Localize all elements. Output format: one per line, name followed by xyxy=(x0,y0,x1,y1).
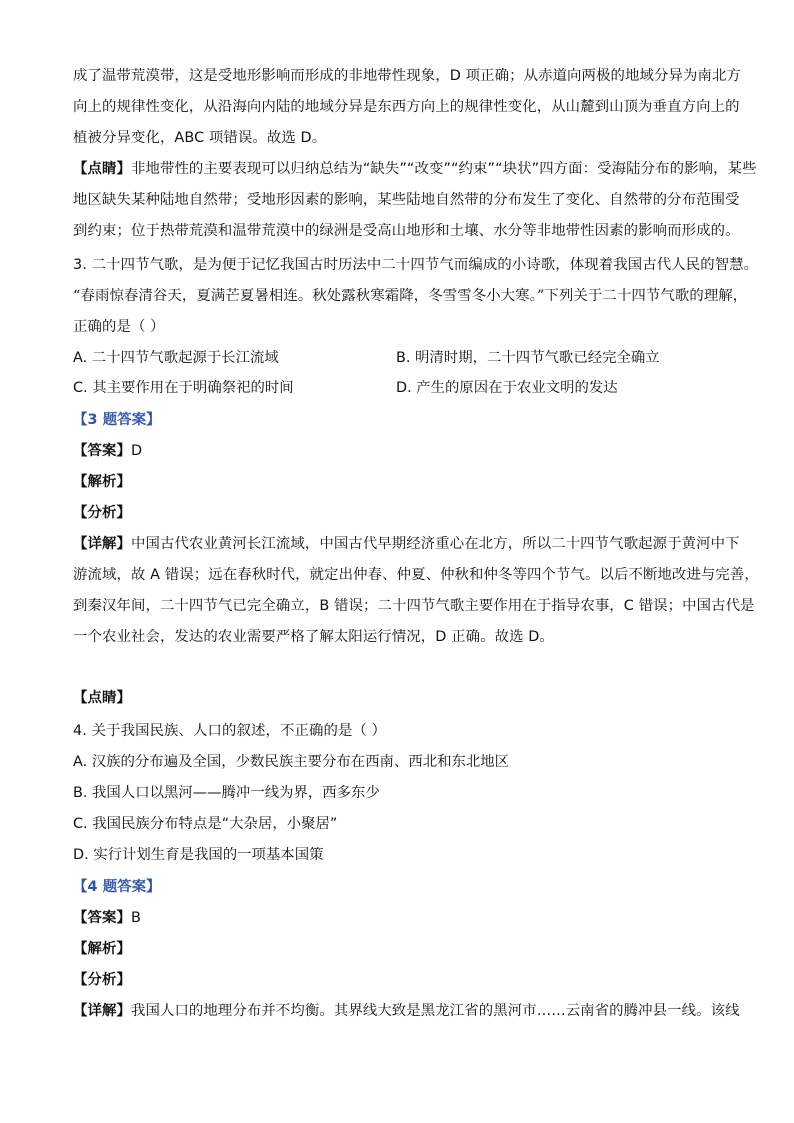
q4-detail-line-1 xyxy=(73,1001,740,1021)
prev-comment-text-1: 非地带性的主要表现可以归纳总结为“缺失”“改变”“约束”“块状”四方面：受海陆分布的影响，某些 xyxy=(130,161,757,177)
prev-answer-line-2: 向上的规律性变化，从沿海向内陆的地域分异是东西方向上的规律性变化，从山麓到山顶为垂直方向上的 xyxy=(73,99,740,115)
q3-detail-line-2: 游流域，故 A 错误；远在春秋时代，就定出仲春、仲夏、仲秋和仲冬等四个节气。以后不断地改进与完善， xyxy=(73,567,759,583)
prev-comment-line-3: 到约束；位于热带荒漠和温带荒漠中的绿洲是受高山地形和土壤、水分等非地带性因素的影响而形成的。 xyxy=(73,223,740,239)
q4-stem: 4. 关于我国民族、人口的叙述，不正确的是（ ） xyxy=(73,723,387,739)
answer-tag: 【答案】 xyxy=(73,910,131,926)
q4-option-c: C. 我国民族分布特点是“大杂居，小聚居” xyxy=(73,816,338,832)
q4-detail-text-1: 我国人口的地理分布并不均衡。其界线大致是黑龙江省的黑河市……云南省的腾冲县一线。该线 xyxy=(130,1003,740,1019)
q3-option-c: C. 其主要作用在于明确祭祀的时间 xyxy=(73,380,294,396)
prev-comment-line-2: 地区缺失某种陆地自然带；受地形因素的影响，某些陆地自然带的分布发生了变化、自然带的分布范围受 xyxy=(73,192,740,208)
q3-detail-line-1 xyxy=(73,534,740,554)
q3-option-d: D. 产生的原因在于农业文明的发达 xyxy=(396,380,618,396)
q3-detail-text-1: 中国古代农业黄河长江流域，中国古代早期经济重心在北方，所以二十四节气歌起源于黄河中下 xyxy=(130,536,740,552)
prev-comment-line-1 xyxy=(73,159,757,179)
q4-option-d: D. 实行计划生育是我国的一项基本国策 xyxy=(73,847,324,863)
q4-answer-line xyxy=(73,908,723,928)
q3-detail-line-4: 一个农业社会，发达的农业需要严格了解太阳运行情况，D 正确。故选 D。 xyxy=(73,629,554,645)
q3-answer-value: D xyxy=(130,443,143,459)
q4-analysis-tag: 【解析】 xyxy=(73,941,131,957)
q4-answer-header: 【4 题答案】 xyxy=(73,879,161,895)
q4-option-b: B. 我国人口以黑河——腾冲一线为界，西多东少 xyxy=(73,785,380,801)
detail-tag: 【详解】 xyxy=(73,536,131,552)
q3-comment-tag: 【点睛】 xyxy=(73,690,131,706)
q4-fenxi-tag: 【分析】 xyxy=(73,972,131,988)
q3-stem-line-2: “春雨惊春清谷天，夏满芒夏暑相连。秋处露秋寒霜降，冬雪雪冬小大寒。”下列关于二十四节气歌的理解， xyxy=(73,288,748,304)
q3-answer-line xyxy=(73,441,723,461)
q3-option-b: B. 明清时期，二十四节气歌已经完全确立 xyxy=(396,350,660,366)
q3-option-a: A. 二十四节气歌起源于长江流域 xyxy=(73,350,279,366)
comment-tag: 【点睛】 xyxy=(73,161,131,177)
q4-answer-value: B xyxy=(130,910,141,926)
q3-analysis-tag: 【解析】 xyxy=(73,474,131,490)
answer-tag: 【答案】 xyxy=(73,443,131,459)
q3-stem-line-3: 正确的是（ ） xyxy=(73,319,165,335)
detail-tag: 【详解】 xyxy=(73,1003,131,1019)
q3-stem-line-1: 3. 二十四节气歌，是为便于记忆我国古时历法中二十四节气而编成的小诗歌，体现着我国古代人民的智慧。 xyxy=(73,257,759,273)
q3-detail-line-3: 到秦汉年间，二十四节气已完全确立，B 错误；二十四节气歌主要作用在于指导农事，C 错误；中国古代是 xyxy=(73,598,755,614)
prev-answer-line-3: 植被分异变化，ABC 项错误。故选 D。 xyxy=(73,130,327,146)
q4-option-a: A. 汉族的分布遍及全国，少数民族主要分布在西南、西北和东北地区 xyxy=(73,754,510,770)
q3-answer-header: 【3 题答案】 xyxy=(73,412,161,428)
prev-answer-line-1: 成了温带荒漠带，这是受地形影响而形成的非地带性现象，D 项正确；从赤道向两极的地域分异为南北方 xyxy=(73,68,741,84)
q3-fenxi-tag: 【分析】 xyxy=(73,505,131,521)
